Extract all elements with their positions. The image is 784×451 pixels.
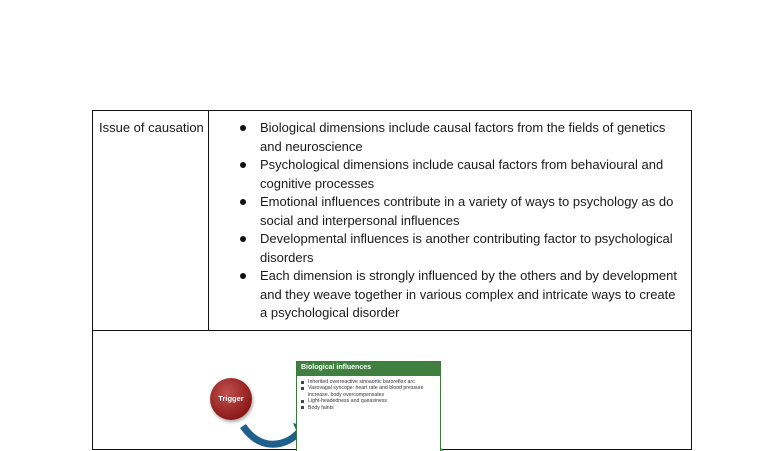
list-item: Biological dimensions include causal factors from the fields of genetics and neuroscience [209, 119, 677, 156]
biological-influences-box [296, 361, 441, 451]
box-item: Vasovagal syncope: heart rate and blood pressure increase, body overcompensates [301, 385, 436, 398]
list-item: Each dimension is strongly influenced by the others and by development and they weave together in various complex and intricate ways to create a psychological disorder [209, 267, 677, 323]
box-title: Biological influences [297, 362, 440, 376]
bullet-icon [240, 273, 246, 279]
square-bullet-icon [301, 381, 304, 384]
bullet-icon [240, 199, 246, 205]
square-bullet-icon [301, 406, 304, 409]
bullet-icon [240, 162, 246, 168]
box-item: Light-headedness and queasiness [301, 398, 436, 404]
figure-row [93, 331, 691, 451]
table-row [93, 111, 691, 331]
box-item: Body faints [301, 405, 436, 411]
bullet-icon [240, 236, 246, 242]
square-bullet-icon [301, 387, 304, 390]
box-list [297, 376, 440, 411]
blue-arrow [243, 426, 301, 444]
row-label: Issue of causation [99, 120, 204, 135]
list-item: Psychological dimensions include causal factors from behavioural and cognitive processes [209, 156, 677, 193]
trigger-node [210, 378, 252, 420]
row-label-cell [93, 111, 209, 330]
content-table [92, 110, 692, 450]
bullet-list [209, 119, 677, 323]
row-content-cell [209, 111, 691, 330]
list-item: Developmental influences is another contributing factor to psychological disorders [209, 230, 677, 267]
trigger-label: Trigger [218, 394, 244, 403]
bullet-icon [240, 125, 246, 131]
square-bullet-icon [301, 400, 304, 403]
list-item: Emotional influences contribute in a variety of ways to psychology as do social and interpersonal influences [209, 193, 677, 230]
box-item: Inherited overreactive sinoaortic baroreflex arc [301, 379, 436, 385]
